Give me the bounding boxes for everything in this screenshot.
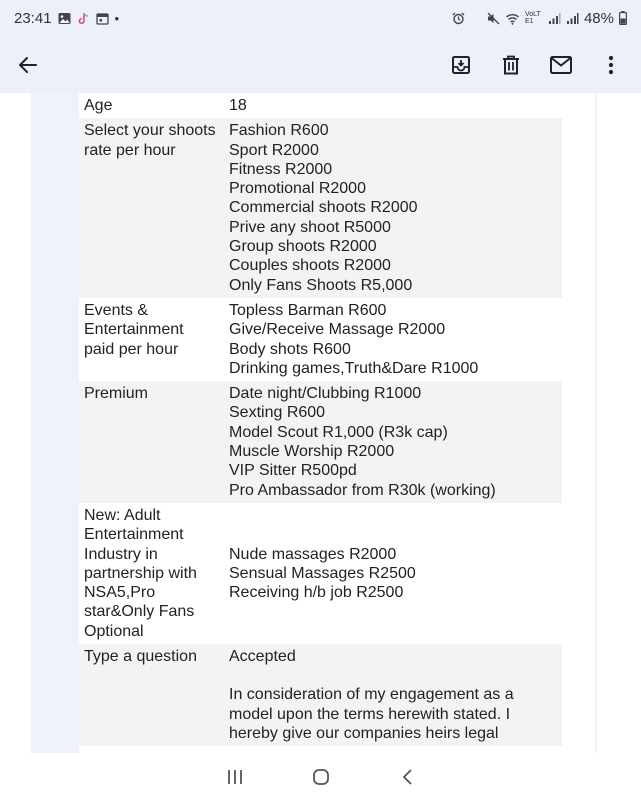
- back-icon[interactable]: [395, 765, 419, 789]
- answer-line: Accepted: [229, 648, 296, 666]
- answer-line: Sensual Massages R2500: [229, 564, 416, 582]
- answer-line: Muscle Worship R2000: [229, 443, 395, 461]
- tiktok-icon: [77, 12, 90, 25]
- battery-icon: [619, 11, 627, 25]
- consent-paragraph: In consideration of my engagement as a model upon the terms herewith stated. I hereby give our companies heirs legal: [229, 686, 514, 742]
- answer-line: VIP Sitter R500pd: [229, 462, 357, 480]
- email-body: [79, 93, 595, 753]
- recent-apps-icon[interactable]: [223, 765, 247, 789]
- answer-line: Couples shoots R2000: [229, 257, 391, 275]
- form-row: [79, 503, 562, 644]
- question-line: Type a question: [84, 648, 197, 666]
- email-body-frame: [31, 93, 597, 753]
- question-line: Premium: [84, 385, 149, 403]
- question-cell: [79, 381, 224, 503]
- mute-icon: [487, 12, 500, 25]
- answer-line: Commercial shoots R2000: [229, 199, 418, 217]
- answer-line: Topless Barman R600: [229, 301, 387, 319]
- answer-line: Date night/Clubbing R1000: [229, 385, 422, 403]
- answer-line: Give/Receive Massage R2000: [229, 321, 446, 339]
- answer-line: Promotional R2000: [229, 180, 366, 198]
- answer-line: Group shoots R2000: [229, 238, 377, 256]
- question-cell: [79, 298, 224, 381]
- more-options-icon[interactable]: [599, 53, 623, 77]
- question-line: star&Only Fans: [84, 603, 195, 621]
- wifi-icon: [505, 12, 520, 25]
- answer-cell: [224, 644, 562, 746]
- answer-line: Prive any shoot R5000: [229, 218, 391, 236]
- answer-cell: [224, 118, 562, 298]
- answer-line: Only Fans Shoots R5,000: [229, 276, 413, 294]
- answer-cell: [224, 381, 562, 503]
- form-row: [79, 298, 562, 381]
- form-row: [79, 644, 562, 746]
- alarm-icon: [452, 12, 465, 25]
- answer-line: Nude massages R2000: [229, 545, 397, 563]
- battery-level: 48%: [583, 9, 614, 27]
- question-line: Optional: [84, 622, 144, 640]
- question-line: Entertainment: [84, 321, 184, 339]
- question-line: Age: [84, 97, 113, 114]
- question-cell: [79, 118, 224, 298]
- question-cell: [79, 644, 224, 746]
- question-line: paid per hour: [84, 340, 179, 358]
- answer-line: Pro Ambassador from R30k (working): [229, 481, 496, 499]
- question-line: rate per hour: [84, 141, 176, 159]
- answer-line: 18: [229, 97, 247, 114]
- image-icon: [58, 12, 71, 25]
- answer-line: Receiving h/b job R2500: [229, 584, 404, 602]
- answer-cell: [224, 503, 562, 644]
- form-row: [79, 381, 562, 503]
- home-icon[interactable]: [309, 765, 333, 789]
- calendar-icon: [96, 12, 109, 25]
- question-line: NSA5,Pro: [84, 584, 156, 602]
- form-row: [79, 93, 562, 118]
- form-response-table: [79, 93, 562, 746]
- status-left: [14, 10, 119, 27]
- status-bar: [0, 0, 641, 36]
- answer-line: Model Scout R1,000 (R3k cap): [229, 423, 448, 441]
- answer-line: Body shots R600: [229, 340, 351, 358]
- question-cell: [79, 93, 224, 118]
- archive-icon[interactable]: [449, 53, 473, 77]
- status-right: [452, 10, 627, 27]
- delete-icon[interactable]: [499, 53, 523, 77]
- question-line: partnership with: [84, 564, 197, 582]
- signal-icon: [566, 12, 579, 25]
- answer-cell: [224, 298, 562, 381]
- question-line: Select your shoots: [84, 122, 216, 140]
- answer-line: Sport R2000: [229, 141, 319, 159]
- system-nav-bar: [0, 753, 641, 800]
- mark-unread-icon[interactable]: [549, 53, 573, 77]
- answer-line: Fashion R600: [229, 122, 329, 140]
- question-line: Events &: [84, 301, 149, 319]
- app-bar-actions: [449, 53, 625, 77]
- status-dot: •: [114, 10, 120, 26]
- back-arrow-icon[interactable]: [16, 53, 40, 77]
- network-label: VoLTE1: [524, 11, 541, 25]
- status-time: 23:41: [14, 9, 52, 27]
- answer-line: Sexting R600: [229, 404, 326, 422]
- answer-line: Drinking games,Truth&Dare R1000: [229, 359, 479, 377]
- question-line: Industry in: [84, 545, 158, 563]
- question-line: Entertainment: [84, 526, 184, 544]
- signal-icon: [548, 12, 561, 25]
- form-row: [79, 118, 562, 298]
- answer-line: Fitness R2000: [229, 160, 333, 178]
- question-line: New: Adult: [84, 506, 161, 524]
- question-cell: [79, 503, 224, 644]
- app-bar: [0, 36, 641, 93]
- answer-cell: [224, 93, 562, 118]
